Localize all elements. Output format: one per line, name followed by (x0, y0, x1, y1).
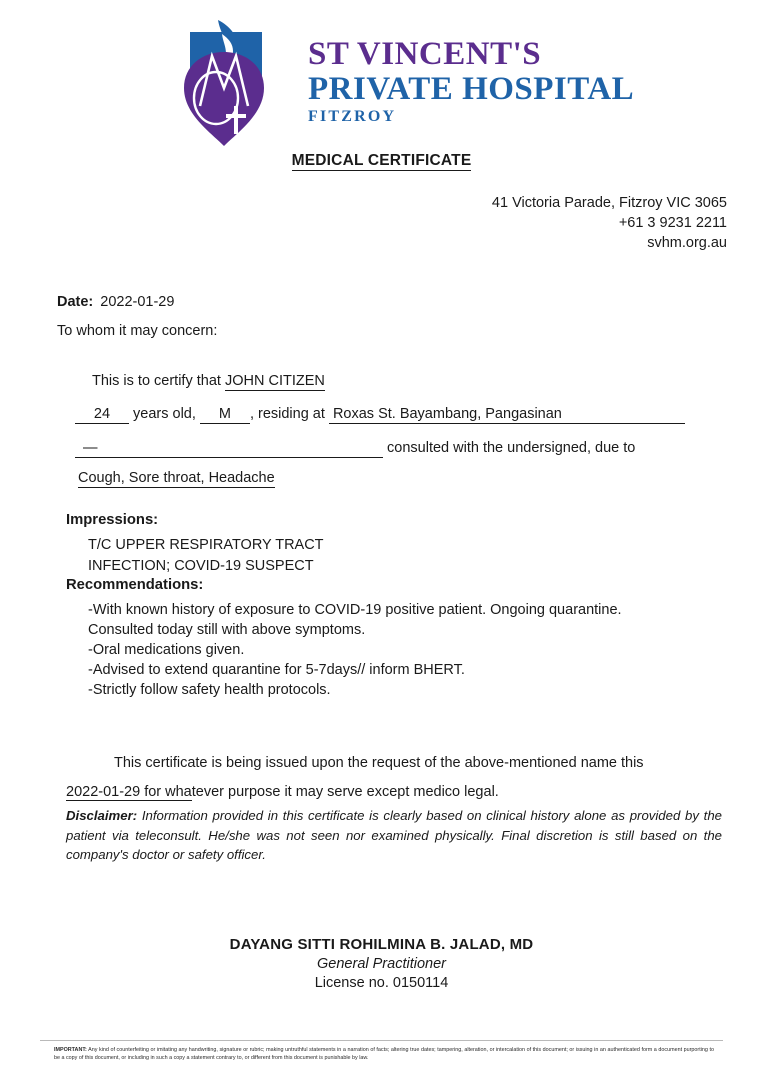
impressions-body (88, 535, 324, 577)
impressions-heading: Impressions: (66, 512, 159, 528)
date-row (57, 294, 174, 310)
hospital-logo (176, 8, 635, 148)
symptoms-row (78, 470, 275, 486)
logo-wordmark (308, 38, 634, 125)
recommendation-line: -With known history of exposure to COVID-19 positive patient. Ongoing quarantine. (88, 602, 622, 618)
footer-label: IMPORTANT: (54, 1047, 87, 1053)
closing-statement (66, 749, 726, 807)
age-suffix-label: years old, (133, 406, 196, 422)
hospital-address-block (492, 193, 727, 253)
address-phone: +61 3 9231 2211 (618, 215, 727, 231)
recommendation-line: -Strictly follow safety health protocols. (88, 682, 331, 698)
address-website: svhm.org.au (647, 235, 727, 251)
closing-underlined-part: 2022-01-29 for wha (66, 784, 192, 800)
address-field-line1: Roxas St. Bayambang, Pangasinan (329, 406, 685, 424)
salutation: To whom it may concern: (57, 323, 218, 339)
recommendation-line: -Oral medications given. (88, 642, 245, 658)
consulted-row (75, 440, 635, 458)
closing-line-1: This certificate is being issued upon the request of the above-mentioned name this (114, 755, 644, 771)
residing-label: , residing at (249, 406, 325, 422)
footer-important-notice (54, 1047, 714, 1062)
disclaimer-text: Information provided in this certificate is clearly based on clinical history alone as provided by the patient via teleconsult. He/she was not seen nor examined physically. Final discretion is still based on the company's doctor or safety officer. (66, 808, 722, 862)
recommendations-heading: Recommendations: (66, 577, 204, 593)
footer-body-text: Any kind of counterfeiting or imitating any handwriting, signature or rubric; making untruthful statements in a narration of facts; altering true dates; tampering, alteration, or intercalation of this document; or issuing in an authenticated form a document purporting to be a copy of this document, or including in such a copy a statement contrary to, or different from this document is punishable by law. (54, 1047, 714, 1061)
recommendation-line: Consulted today still with above symptoms. (88, 622, 366, 638)
logo-line-2: PRIVATE HOSPITAL (308, 71, 635, 107)
impression-line: T/C UPPER RESPIRATORY TRACT (88, 537, 324, 553)
patient-name-field: JOHN CITIZEN (224, 373, 325, 389)
date-label: Date: (57, 294, 94, 310)
doctor-license: License no. 0150114 (314, 975, 449, 991)
age-field: 24 (75, 406, 129, 424)
patient-details-row (75, 406, 685, 424)
st-vincents-shield-flame-icon (176, 10, 296, 150)
closing-rest-part: tever purpose it may serve except medico legal. (191, 784, 499, 800)
document-title-text: MEDICAL CERTIFICATE (291, 152, 472, 169)
date-value: 2022-01-29 (100, 294, 175, 310)
sex-field: M (200, 406, 250, 424)
disclaimer-label: Disclaimer: (66, 808, 138, 823)
certify-prefix: This is to certify that (92, 373, 221, 389)
document-title (0, 152, 763, 170)
logo-line-3: FITZROY (308, 108, 397, 125)
disclaimer-block (66, 806, 722, 865)
recommendation-line: -Advised to extend quarantine for 5-7days// inform BHERT. (88, 662, 465, 678)
impression-line: INFECTION; COVID-19 SUSPECT (88, 558, 314, 574)
doctor-name: DAYANG SITTI ROHILMINA B. JALAD, MD (229, 936, 534, 953)
certify-line (92, 373, 325, 389)
consulted-label: consulted with the undersigned, due to (387, 440, 636, 456)
address-field-line2: — (75, 440, 383, 458)
symptoms-field: Cough, Sore throat, Headache (78, 470, 275, 486)
signature-block (0, 936, 763, 991)
recommendations-body (88, 600, 622, 700)
footer-divider (40, 1040, 723, 1041)
logo-line-1: ST VINCENT'S (308, 36, 542, 72)
address-street: 41 Victoria Parade, Fitzroy VIC 3065 (491, 195, 727, 211)
doctor-role: General Practitioner (317, 956, 446, 972)
